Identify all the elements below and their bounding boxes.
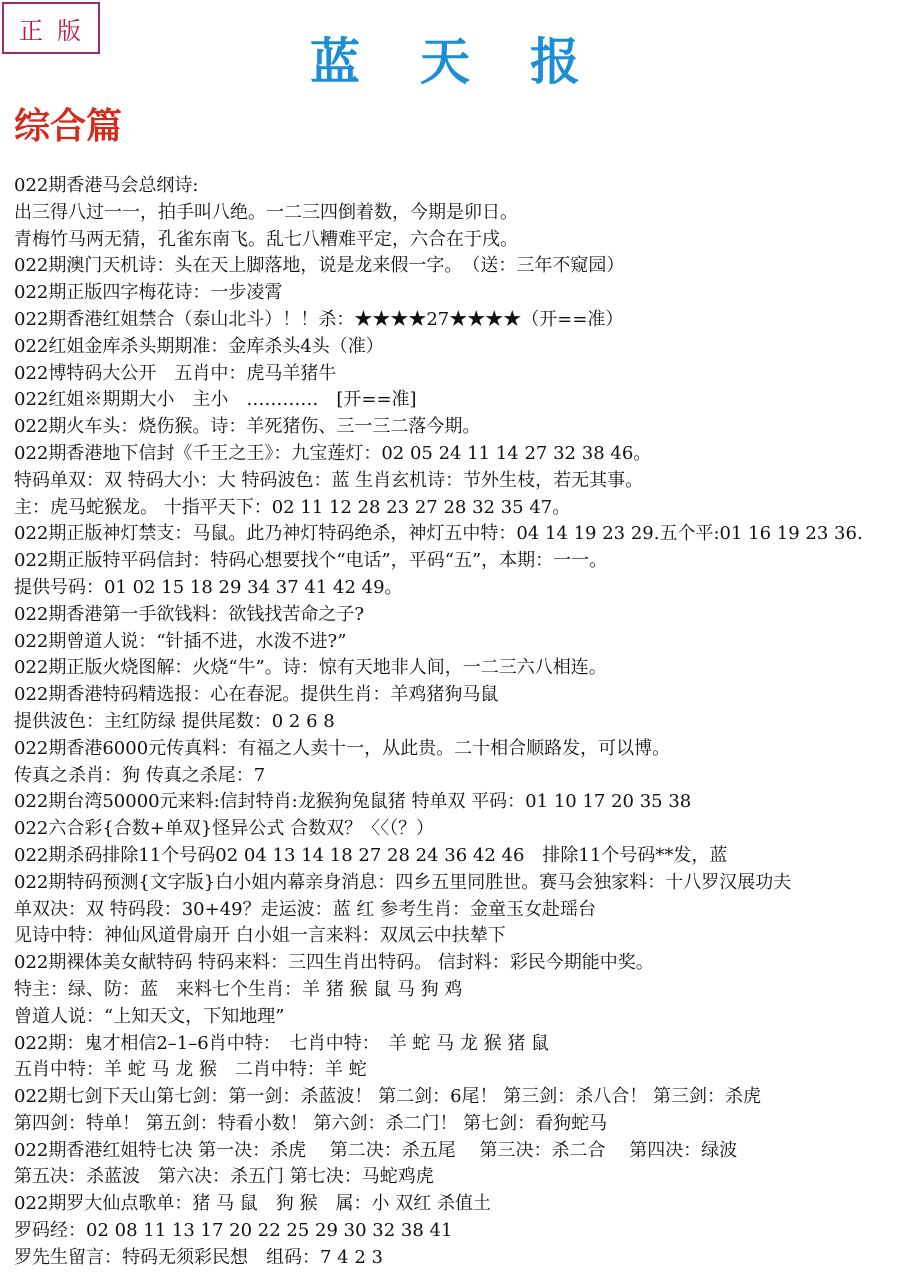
page-title: 蓝天报 (310, 32, 640, 91)
text-line: 罗码经：02 08 11 13 17 20 22 25 29 30 32 38 41 (14, 1220, 453, 1242)
text-line: 022期台湾50000元来料:信封特肖:龙猴狗兔鼠猪 特单双 平码：01 10 17 20 35 38 (14, 791, 692, 813)
text-line: 五肖中特：羊 蛇 马 龙 猴 二肖中特：羊 蛇 (14, 1059, 367, 1081)
text-line: 提供号码：01 02 15 18 29 34 37 41 42 49。 (14, 576, 403, 598)
text-line: 022期正版神灯禁支：马鼠。此乃神灯特码绝杀，神灯五中特：04 14 19 23 29.五个平:01 16 19 23 36. (14, 523, 863, 545)
text-line: 曾道人说：“上知天文，下知地理” (14, 1005, 285, 1027)
text-line: 022红姐※期期大小 主小 ………… [开==准] (14, 389, 417, 411)
text-line: 第五决：杀蓝波 第六决：杀五门 第七决：马蛇鸡虎 (14, 1166, 434, 1188)
text-line: 022期香港特码精选报：心在春泥。提供生肖：羊鸡猪狗马鼠 (14, 684, 499, 706)
text-line: 022期特码预测{文字版}白小姐内幕亲身消息：四乡五里同胜世。赛马会独家料：十八罗汉展功夫 (14, 871, 792, 893)
text-line: 022期香港红姐禁合（泰山北斗）！！杀：★★★★27★★★★（开==准） (14, 308, 624, 330)
text-line: 022期罗大仙点歌单：猪 马 鼠 狗 猴 属：小 双红 杀值土 (14, 1193, 491, 1215)
text-line: 特主：绿、防：蓝 来料七个生肖：羊 猪 猴 鼠 马 狗 鸡 (14, 978, 463, 1000)
text-line: 青梅竹马两无猜，孔雀东南飞。乱七八糟难平定，六合在于戌。 (14, 228, 518, 250)
text-line: 022期：鬼才相信2–1–6肖中特： 七肖中特： 羊 蛇 马 龙 猴 猪 鼠 (14, 1032, 550, 1054)
text-line: 022期香港第一手欲钱料：欲钱找苦命之子? (14, 603, 365, 625)
text-line: 022期七剑下天山第七剑：第一剑：杀蓝波！ 第二剑：6尾！ 第三剑：杀八合！ 第三剑：杀虎 (14, 1086, 761, 1108)
text-line: 022期澳门天机诗：头在天上脚落地，说是龙来假一字。 （送：三年不窥园） (14, 255, 625, 277)
text-line: 022期香港6000元传真料：有福之人卖十一，从此贵。二十相合顺路发，可以博。 (14, 737, 671, 759)
text-line: 022期正版四字梅花诗：一步凌霄 (14, 282, 283, 304)
text-line: 022红姐金库杀头期期准：金库杀头4头（准） (14, 335, 384, 357)
text-line: 022期裸体美女献特码 特码来料：三四生肖出特码。 信封料：彩民今期能中奖。 (14, 952, 654, 974)
text-line: 传真之杀肖：狗 传真之杀尾：7 (14, 764, 266, 786)
text-line: 022期香港地下信封《千王之王》：九宝莲灯：02 05 24 11 14 27 32 38 46。 (14, 442, 652, 464)
text-line: 022期火车头：烧伤猴。诗：羊死猪伤、三一三二落今期。 (14, 416, 481, 438)
content-lines (14, 173, 894, 1272)
text-line: 022期正版火烧图解：火烧“牛”。诗：惊有天地非人间，一二三六八相连。 (14, 657, 607, 679)
edition-badge: 正版 (2, 2, 100, 54)
text-line: 022博特码大公开 五肖中：虎马羊猪牛 (14, 362, 337, 384)
text-line: 022期香港马会总纲诗: (14, 175, 199, 196)
text-line: 022期杀码排除11个号码02 04 13 14 18 27 28 24 36 42 46 排除11个号码**发，蓝 (14, 844, 728, 866)
text-line: 出三得八过一一，拍手叫八绝。一二三四倒着数，今期是卯日。 (14, 201, 518, 223)
text-line: 见诗中特：神仙风道骨扇开 白小姐一言来料：双凤云中扶辇下 (14, 925, 506, 947)
text-line: 提供波色：主红防绿 提供尾数：0 2 6 8 (14, 710, 335, 732)
text-line: 单双决：双 特码段：30+49？走运波：蓝 红 参考生肖：金童玉女赴瑶台 (14, 898, 597, 920)
text-line: 主：虎马蛇猴龙。 十指平天下：02 11 12 28 23 27 28 32 35 47。 (14, 496, 571, 518)
text-line: 022期曾道人说：“针插不进，水泼不进?” (14, 630, 347, 652)
text-line: 022期正版特平码信封：特码心想要找个“电话”，平码“五”，本期：一一。 (14, 550, 608, 572)
text-line: 罗先生留言：特码无须彩民想 组码：7 4 2 3 (14, 1246, 383, 1268)
text-line: 022六合彩{合数+单双}怪异公式 合数双？〈〈（？） (14, 818, 435, 840)
text-line: 022期香港红姐特七决 第一决：杀虎 第二决：杀五尾 第三决：杀二合 第四决：绿波 (14, 1139, 738, 1161)
text-line: 特码单双：双 特码大小：大 特码波色：蓝 生肖玄机诗：节外生枝，若无其事。 (14, 469, 644, 491)
text-line: 第四剑：特单！ 第五剑：特看小数！ 第六剑：杀二门！ 第七剑：看狗蛇马 (14, 1112, 608, 1134)
section-title: 综合篇 (14, 105, 123, 147)
